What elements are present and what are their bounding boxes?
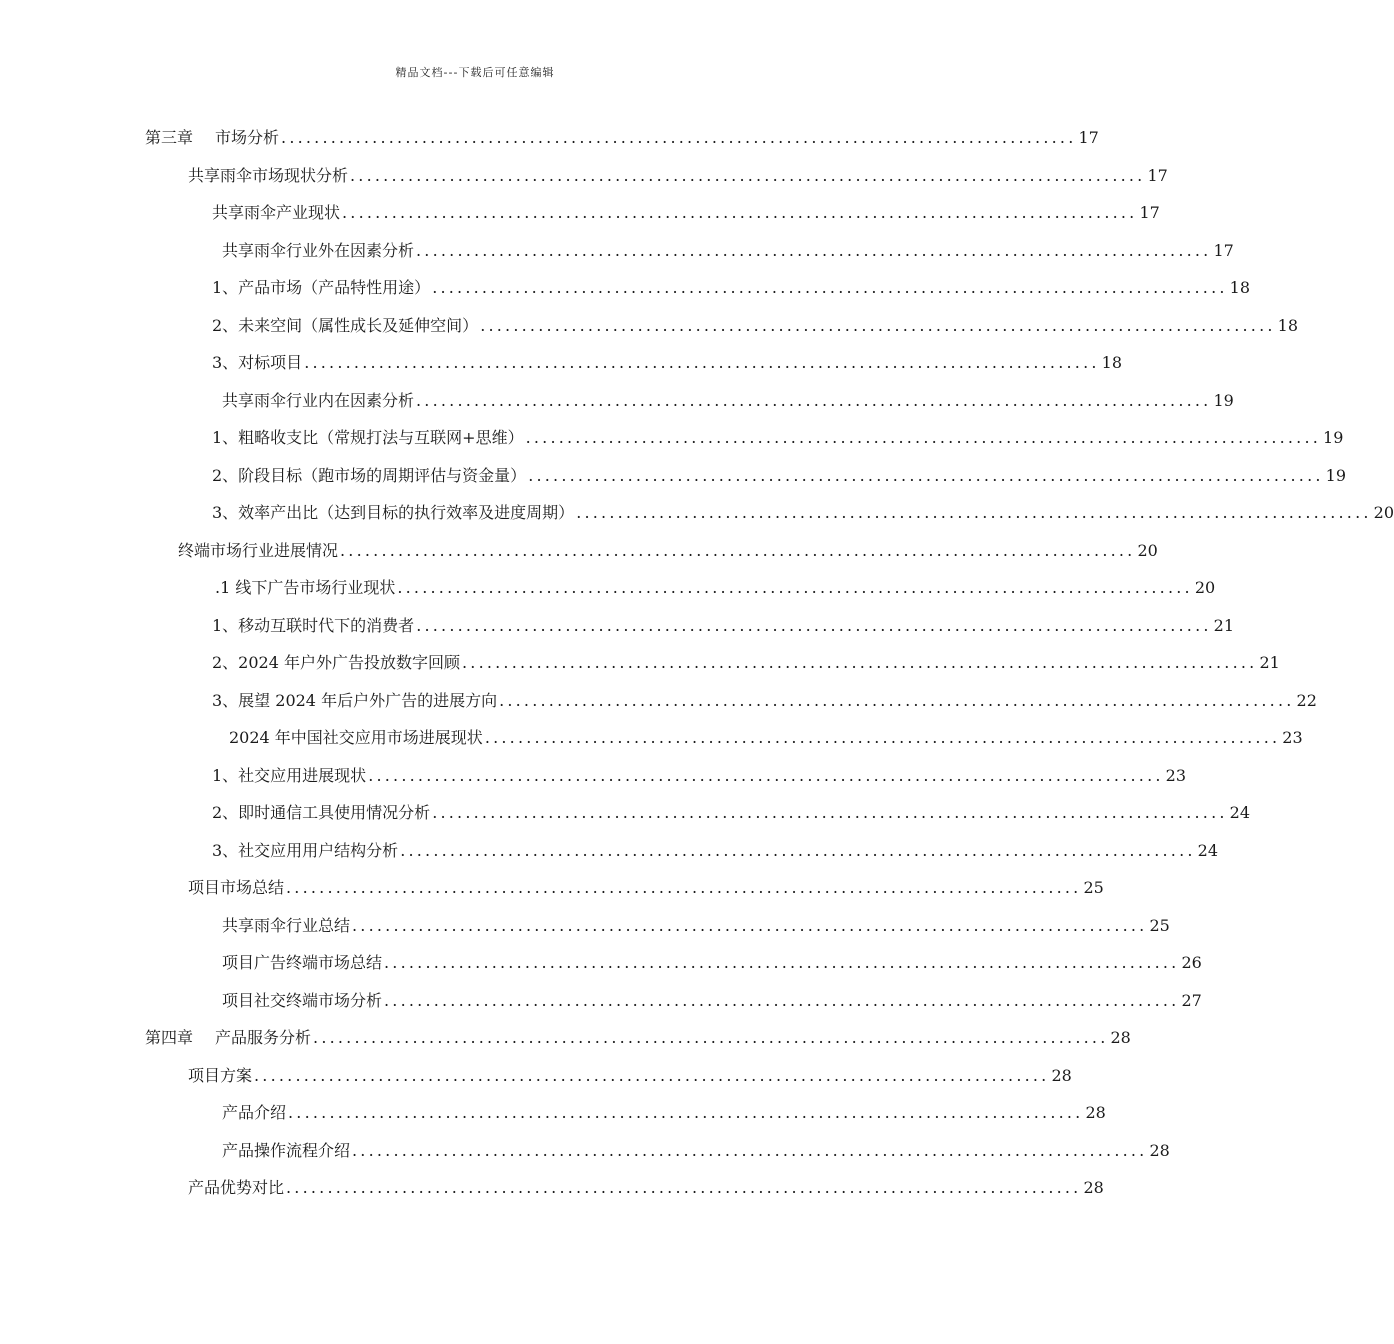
toc-leader-dots: ................................................................................................ (416, 615, 1212, 635)
toc-leader-dots: ................................................................................................ (304, 353, 1100, 372)
toc-entry-title: 产品操作流程介绍 (222, 1140, 351, 1160)
toc-entry-page: 28 (1051, 1065, 1072, 1085)
toc-entry[interactable] (212, 687, 1317, 715)
toc-entry[interactable] (212, 649, 1280, 677)
toc-entry[interactable] (215, 574, 1216, 602)
toc-entry-title: 共享雨伞行业内在因素分析 (222, 390, 415, 410)
toc-entry-page: 19 (1325, 465, 1346, 485)
toc-entry[interactable] (222, 237, 1234, 265)
toc-entry-title: 3、社交应用用户结构分析 (212, 840, 399, 860)
toc-entry-page: 17 (1147, 165, 1168, 185)
toc-entry-page: 18 (1229, 278, 1250, 297)
toc-entry[interactable] (222, 1137, 1170, 1165)
toc-entry-title: 3、对标项目 (212, 353, 303, 372)
toc-entry[interactable] (222, 987, 1202, 1015)
toc-entry-page: 24 (1229, 803, 1250, 822)
toc-entry[interactable] (229, 724, 1303, 752)
toc-entry-page: 22 (1296, 690, 1317, 710)
toc-entry-title: 1、产品市场（产品特性用途） (212, 278, 431, 297)
toc-entry-page: 26 (1181, 953, 1202, 972)
toc-entry-title: 3、效率产出比（达到目标的执行效率及进度周期） (212, 503, 575, 522)
toc-entry[interactable] (212, 424, 1344, 452)
toc-entry-page: 18 (1277, 315, 1298, 335)
toc-leader-dots: ................................................................................................ (416, 390, 1212, 410)
toc-entry-title: 2024 年中国社交应用市场进展现状 (229, 728, 483, 747)
toc-entry-title: 产品介绍 (222, 1103, 287, 1122)
toc-entry-title: 2、即时通信工具使用情况分析 (212, 803, 431, 822)
toc-entry-title: .1 线下广告市场行业现状 (215, 578, 396, 597)
toc-leader-dots: ................................................................................................ (432, 278, 1228, 297)
toc-entry-page: 21 (1213, 615, 1234, 635)
toc-entry-page: 18 (1101, 353, 1122, 372)
toc-leader-dots: ................................................................................................ (288, 1103, 1084, 1122)
toc-entry-page: 17 (1139, 203, 1160, 222)
page-header: 精品文档---下载后可任意编辑 (395, 66, 555, 79)
toc-entry-title: 项目广告终端市场总结 (222, 953, 383, 972)
toc-entry-title: 1、移动互联时代下的消费者 (212, 615, 415, 635)
toc-entry-title: 项目市场总结 (188, 878, 285, 897)
toc-entry-title: 2、阶段目标（跑市场的周期评估与资金量） (212, 465, 527, 485)
toc-entry-page: 25 (1149, 915, 1170, 935)
toc-leader-dots: ................................................................................................ (576, 503, 1372, 522)
toc-entry[interactable] (222, 912, 1170, 940)
toc-entry-page: 28 (1110, 1028, 1131, 1047)
toc-entry[interactable] (212, 837, 1218, 865)
toc-entry-title: 共享雨伞产业现状 (212, 203, 341, 222)
toc-entry-title: 产品优势对比 (188, 1178, 285, 1197)
toc-leader-dots: ................................................................................................ (342, 203, 1138, 222)
toc-entry-page: 27 (1181, 990, 1202, 1010)
toc-leader-dots: ................................................................................................ (480, 315, 1276, 335)
toc-entry-page: 20 (1373, 503, 1394, 522)
toc-entry-title: 3、展望 2024 年后户外广告的进展方向 (212, 690, 498, 710)
toc-entry[interactable] (212, 762, 1186, 790)
toc-leader-dots: ................................................................................................ (525, 428, 1322, 447)
toc-entry[interactable] (212, 612, 1234, 640)
toc-leader-dots: ................................................................................................ (432, 803, 1228, 822)
toc-leader-dots: ................................................................................................ (462, 653, 1258, 672)
toc-entry-page: 20 (1137, 540, 1158, 560)
toc-leader-dots: ................................................................................................ (368, 765, 1164, 785)
toc-leader-dots: ................................................................................................ (528, 465, 1324, 485)
toc-entry[interactable] (222, 949, 1202, 977)
toc-entry-page: 21 (1259, 653, 1280, 672)
toc-entry-page: 17 (1213, 240, 1234, 260)
toc-entry-title: 第四章 产品服务分析 (145, 1028, 312, 1047)
toc-entry-title: 终端市场行业进展情况 (178, 540, 339, 560)
toc-entry[interactable] (212, 199, 1160, 227)
toc-entry-title: 2、未来空间（属性成长及延伸空间） (212, 315, 479, 335)
toc-leader-dots: ................................................................................................ (400, 840, 1196, 860)
toc-leader-dots: ................................................................................................ (350, 165, 1146, 185)
toc-entry[interactable] (212, 349, 1122, 377)
toc-entry-page: 23 (1165, 765, 1186, 785)
toc-entry-page: 24 (1197, 840, 1218, 860)
toc-leader-dots: ................................................................................................ (416, 240, 1212, 260)
toc-entry[interactable] (188, 874, 1104, 902)
toc-leader-dots: ................................................................................................ (397, 578, 1193, 597)
toc-entry[interactable] (212, 499, 1394, 527)
toc-entry[interactable] (188, 1174, 1104, 1202)
toc-entry-page: 28 (1083, 1178, 1104, 1197)
toc-leader-dots: ................................................................................................ (254, 1065, 1050, 1085)
toc-leader-dots: ................................................................................................ (313, 1028, 1109, 1047)
toc-entry[interactable] (178, 537, 1158, 565)
toc-entry-title: 第三章 市场分析 (145, 128, 280, 147)
toc-entry[interactable] (188, 162, 1168, 190)
toc-entry-title: 共享雨伞市场现状分析 (188, 165, 349, 185)
toc-leader-dots: ................................................................................................ (384, 990, 1180, 1010)
toc-entry-page: 28 (1085, 1103, 1106, 1122)
toc-entry[interactable] (212, 274, 1250, 302)
toc-entry-page: 19 (1323, 428, 1344, 447)
toc-entry-title: 项目社交终端市场分析 (222, 990, 383, 1010)
toc-leader-dots: ................................................................................................ (352, 915, 1148, 935)
toc-entry-page: 25 (1083, 878, 1104, 897)
toc-entry-chapter-4[interactable] (145, 1024, 1131, 1052)
toc-leader-dots: ................................................................................................ (340, 540, 1136, 560)
toc-leader-dots: ................................................................................................ (384, 953, 1180, 972)
toc-leader-dots: ................................................................................................ (352, 1140, 1148, 1160)
toc-entry[interactable] (212, 312, 1298, 340)
toc-entry-title: 共享雨伞行业总结 (222, 915, 351, 935)
toc-entry[interactable] (188, 1062, 1072, 1090)
toc-entry-page: 28 (1149, 1140, 1170, 1160)
toc-entry[interactable] (222, 387, 1234, 415)
toc-leader-dots: ................................................................................................ (286, 878, 1082, 897)
toc-entry-page: 17 (1078, 128, 1099, 147)
toc-entry[interactable] (222, 1099, 1106, 1127)
toc-entry-page: 23 (1282, 728, 1303, 747)
toc-leader-dots: ................................................................................................ (286, 1178, 1082, 1197)
toc-entry-title: 项目方案 (188, 1065, 253, 1085)
toc-entry[interactable] (212, 799, 1250, 827)
toc-leader-dots: ................................................................................................ (281, 128, 1077, 147)
toc-entry-page: 20 (1194, 578, 1216, 597)
toc-entry-title: 共享雨伞行业外在因素分析 (222, 240, 415, 260)
toc-entry-title: 2、2024 年户外广告投放数字回顾 (212, 653, 460, 672)
toc-entry-chapter-3[interactable] (145, 124, 1099, 152)
toc-entry-page: 19 (1213, 390, 1234, 410)
toc-entry-title: 1、社交应用进展现状 (212, 765, 367, 785)
toc-leader-dots: ................................................................................................ (484, 728, 1281, 747)
toc-leader-dots: ................................................................................................ (499, 690, 1295, 710)
toc-entry-title: 1、粗略收支比（常规打法与互联网+思维） (212, 428, 524, 447)
toc-entry[interactable] (212, 462, 1346, 490)
